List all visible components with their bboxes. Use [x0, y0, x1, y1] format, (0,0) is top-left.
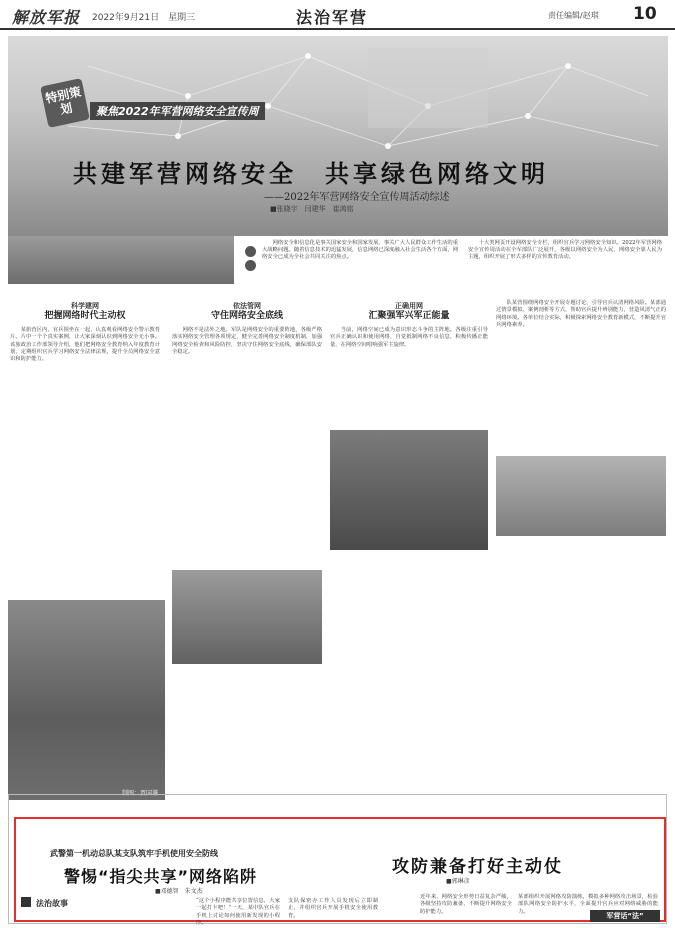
article-kicker: 武警第一机动总队某支队筑牢手机使用安全防线: [50, 848, 218, 858]
law-story-label: 法治故事: [36, 899, 68, 908]
lead-dots: [245, 246, 257, 272]
lead-text-right: 十大类网页开设网络安全专栏，组织官兵学习网络安全知识。2022年军营网络安全宣传周活动在全军部队广泛展开，各级以网络安全为人民、网络安全靠人民为主题，组织开展了形式多样的宣传教育活动。: [468, 240, 662, 261]
article-byline-2: ■郭琳彦: [446, 878, 470, 885]
hero-subtitle: ——2022年军营网络安全宣传周活动综述: [264, 192, 450, 203]
section-kicker: 科学建网: [71, 301, 99, 310]
newspaper-name: 解放军报: [12, 8, 81, 27]
special-subtitle: 聚焦2022年军营网络安全宣传周: [90, 102, 265, 120]
section-title: 法治军营: [296, 8, 369, 27]
column-badge: 军营话“法”: [590, 910, 660, 922]
hero-byline: ■张晓宇 闫建华 崔鸿铭: [270, 205, 354, 213]
article-text: 某旅营区内，官兵围坐在一起，认真观看网络安全警示教育片。片中一个个真实案例，让大家深刻认识到网络安全无小事。该旅政治工作部领导介绍，他们把网络安全教育纳入年度教育计划，定期组织官兵学习网络安全法律法规，提升全员网络安全意识和防护能力。: [10, 326, 160, 363]
hero-title: 共建军营网络安全 共享绿色网络文明: [73, 160, 549, 188]
article-text: 队某营围绕网络安全开展专题讨论，引导官兵认清网络风险。某部通过情景模拟、案例剖析等方式，帮助官兵提升辨别能力，营造风清气正的网络环境。各单位结合实际，积极探索网络安全教育新模式，不断提升官兵网络素养。: [496, 300, 666, 329]
article-text: 近年来，网络安全形势日益复杂严峻，各级坚持攻防兼备，不断提升网络安全防护能力。: [420, 894, 512, 915]
section-kicker: 依法管网: [233, 301, 261, 310]
article-headline: 警惕“指尖共享”网络陷阱: [64, 867, 258, 886]
section-kicker: 正确用网: [395, 301, 423, 310]
section-heading: 把握网络时代主动权: [44, 311, 126, 322]
article-text: “这个小程序能共享位置信息，大家一起打卡吧！”一天，某中队官兵在手机上讨论如何使用新发现的小程序。: [196, 898, 280, 926]
lead-text-left: 网络安全和信息化是事关国家安全和国家发展、事关广大人民群众工作生活的重大战略问题。随着信息技术的迅猛发展，信息网络已深度融入社会生活各个方面，网络安全已成为全社会共同关注的焦点。: [262, 240, 458, 261]
article-headline-2: 攻防兼备打好主动仗: [392, 857, 563, 877]
article-text: 网络不是法外之地。军队是网络安全的重要阵地，各级严格落实网络安全管理各项规定，健全完善网络安全制度机制，加强网络安全检查和风险防控，坚决守住网络安全底线，确保部队安全稳定。: [172, 326, 322, 356]
law-story-icon: [20, 896, 32, 908]
section-editor: 责任编辑/赵琪: [548, 11, 599, 20]
column-1: [10, 300, 160, 590]
hero-banner: [8, 36, 668, 236]
article-text: 支队保密办工作人员发现后立即制止，并组织官兵开展手机安全使用教育。: [288, 898, 378, 919]
article-byline: ■邓德智 朱文杰: [155, 888, 203, 895]
article-text: 某部组织开展网络攻防演练，模拟多种网络攻击场景，检验部队网络安全防护水平，全面提升官兵应对网络威胁的能力。: [518, 894, 658, 915]
article-text: 当前，网络空间已成为意识形态斗争的主阵地。各级注重引导官兵正确认识和使用网络，自觉抵制网络不良信息，积极传播正能量，在网络空间唱响强军主旋律。: [330, 326, 488, 348]
photo-caption: 制图：贾国谦: [122, 790, 159, 797]
photo-display: [330, 430, 488, 550]
section-heading: 守住网络安全底线: [210, 311, 283, 322]
lead-photo: [8, 236, 234, 284]
page-number: 10: [633, 4, 657, 24]
photo-soldiers: [8, 600, 165, 800]
photo-classroom: [496, 456, 666, 536]
section-heading: 汇聚强军兴军正能量: [368, 311, 450, 322]
photo-training: [172, 570, 322, 664]
issue-date: 2022年9月21日 星期三: [92, 13, 196, 23]
special-badge: 特别策划: [40, 78, 90, 128]
page-header: [0, 0, 675, 30]
